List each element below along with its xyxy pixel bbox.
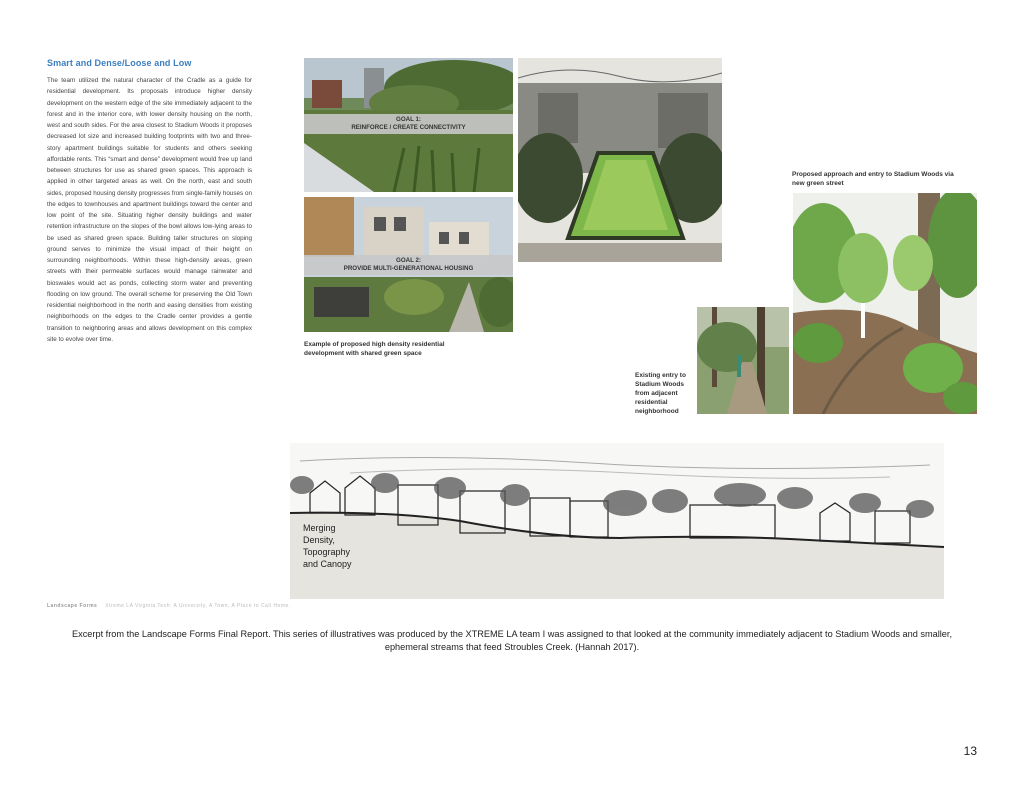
report-footer xyxy=(47,603,291,609)
footer-brand: Landscape Forms xyxy=(47,603,98,609)
section-heading: Smart and Dense/Loose and Low xyxy=(47,58,192,68)
courtyard-sketch xyxy=(518,58,722,262)
section-label: Merging Density, Topography and Canopy xyxy=(303,523,352,569)
goal2-photo xyxy=(304,197,513,332)
existing-entry-photo xyxy=(697,307,789,414)
goal1-text: REINFORCE / CREATE CONNECTIVITY xyxy=(351,124,466,131)
excerpt-caption: Excerpt from the Landscape Forms Final Report. This series of illustratives was produced by the XTREME LA team I was assigned to that looked at the community immediately adjacent to Stadium Woods and smaller, ephemeral streams that feed Stroubles Creek. (Hannah 2017). xyxy=(71,629,953,652)
goal1-band xyxy=(304,114,513,134)
goal1-photo xyxy=(304,58,513,192)
page-number: 13 xyxy=(963,744,977,758)
footer-tagline: Xtreme LA Virginia Tech: A University, A Town, A Place to Call Home. xyxy=(105,603,291,609)
section-sketch xyxy=(290,443,944,599)
green-street-sketch xyxy=(793,193,977,414)
caption-example: Example of proposed high density residential development with shared green space xyxy=(304,341,445,357)
goal2-band xyxy=(304,255,513,275)
body-paragraph: The team utilized the natural character of the Cradle as a guide for residential development. Its proposals introduce higher density development on the western edge of the site immediately adjacent to the forest and in the interior core, with lower density housing on the north, west and south sides. For the area closest to Stadium Woods it proposes decreased lot size and increased building footprints with two and three-story apartment buildings suitable for students and others seeking affordable rents. This “smart and dense” development would free up land between structures for use as shared green spaces. This approach is applied in other targeted areas as well. On the north, east and south sides, proposed housing density progresses from single-family houses on the edges to townhouses and apartment buildings toward the center and low point of the site. Situating higher density buildings and water retention infrastructure on the slopes of the bowl allows low-lying areas to be used as shared green space. Building taller structures on sloping ground serves to minimize the visual impact of their height on surrounding neighborhoods. Within these high-density areas, green streets with their permeable surfaces would manage rainwater and bioswales would act as ponds, collecting storm water and preventing flooding on low ground. The overall scheme for preserving the Old Town residential neighborhood in the north and easing densities from existing neighborhoods on the edges to the Cradle center provides a gentle transition to neighboring areas and allows development on this complex site to evolve over time. xyxy=(47,77,252,343)
caption-approach: Proposed approach and entry to Stadium Woods via new green street xyxy=(792,171,954,187)
goal2-label: GOAL 2: xyxy=(396,257,421,264)
caption-existing: Existing entry to Stadium Woods from adjacent residential neighborhood xyxy=(635,372,686,415)
goal1-label: GOAL 1: xyxy=(396,116,421,123)
goal2-text: PROVIDE MULTI-GENERATIONAL HOUSING xyxy=(343,265,474,272)
